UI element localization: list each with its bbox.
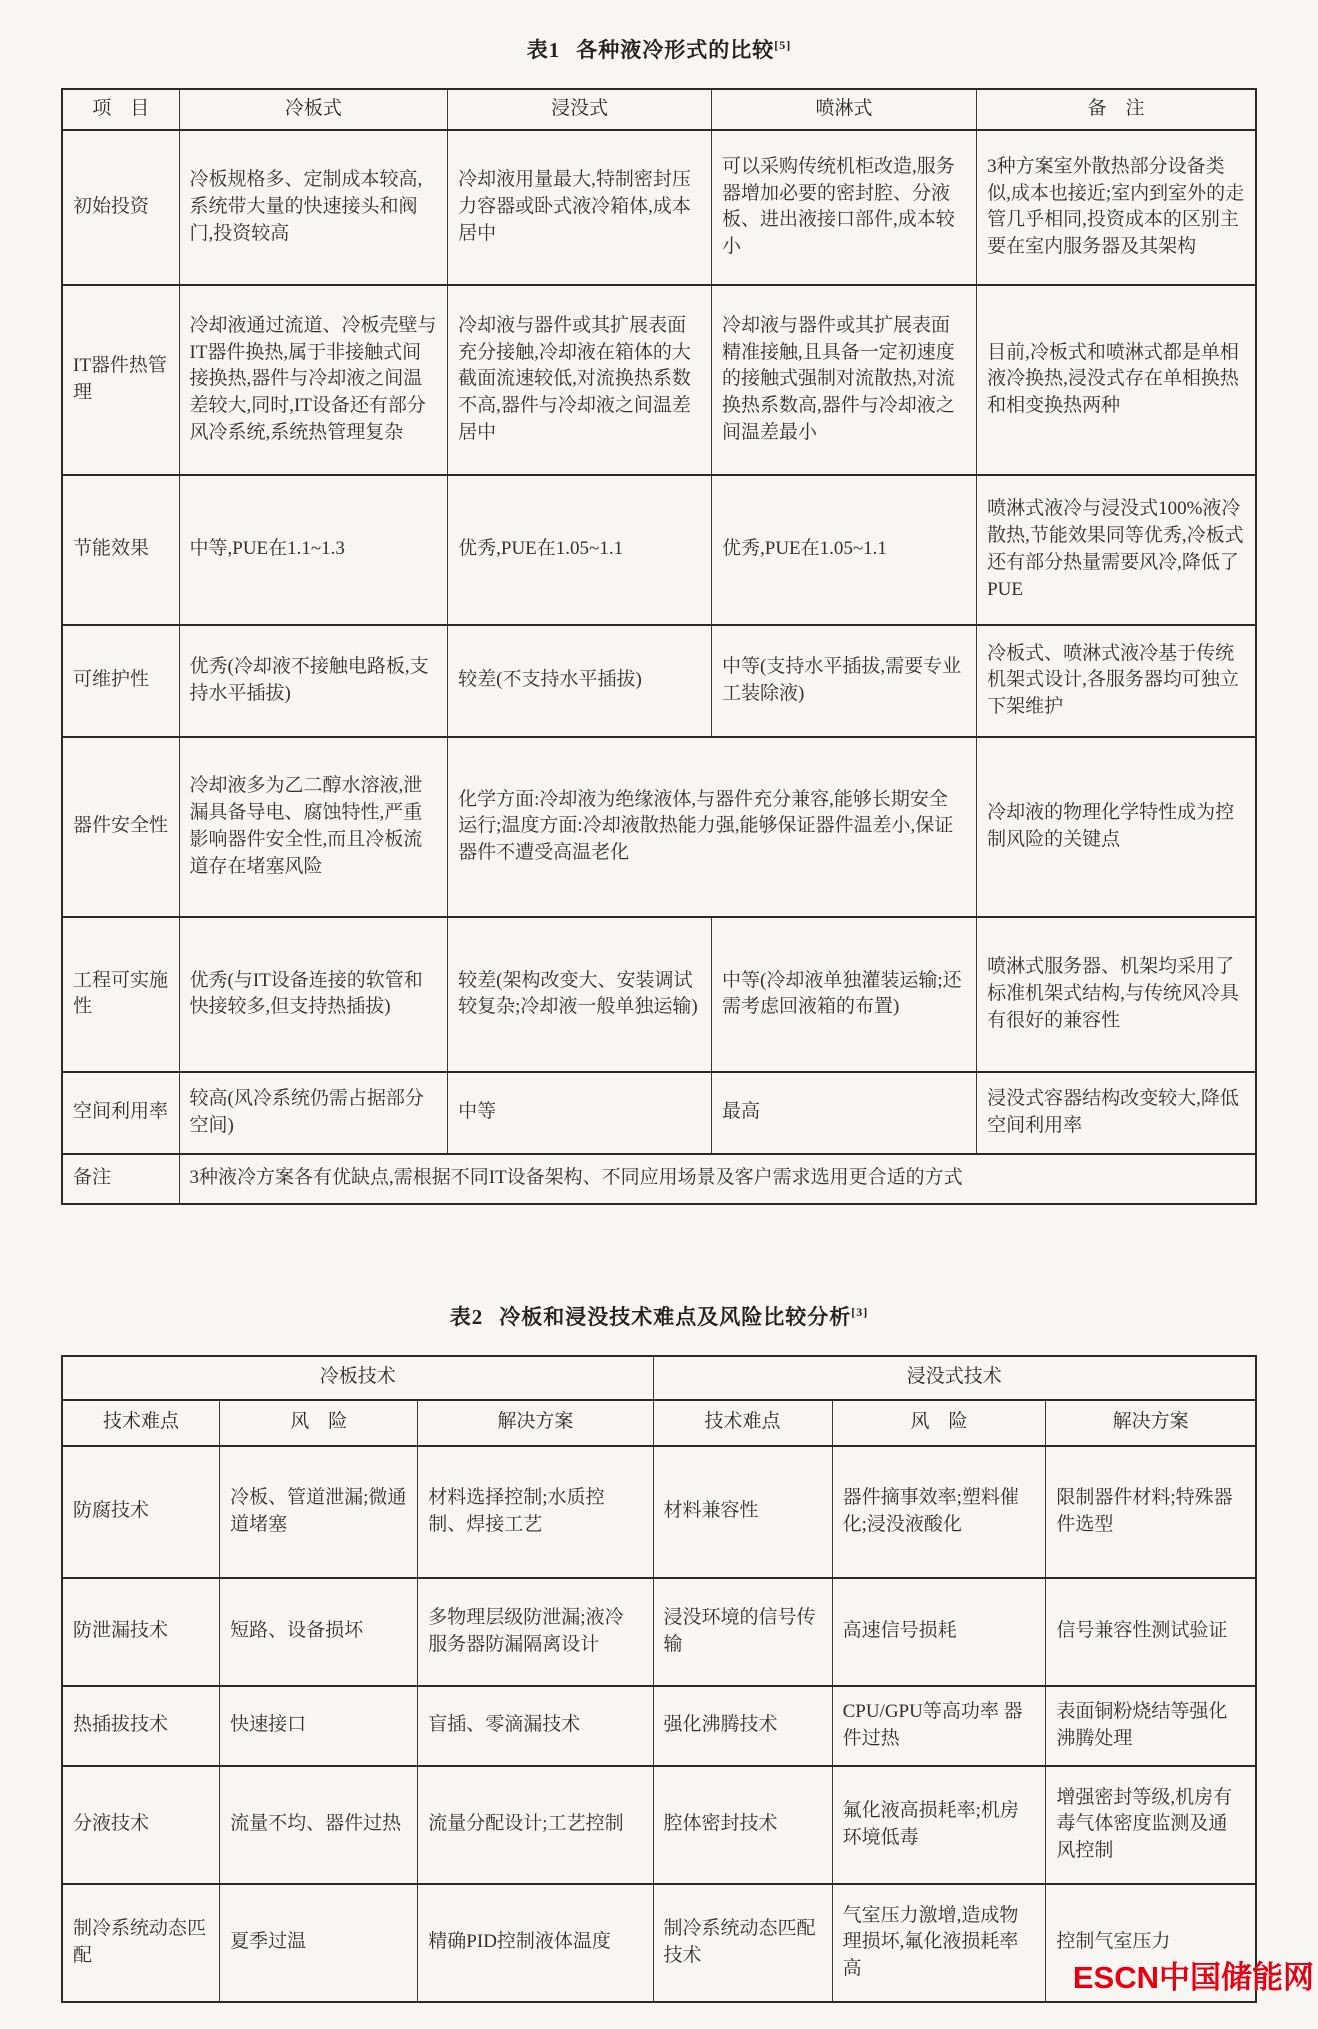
table-cell: 多物理层级防泄漏;液冷服务器防漏隔离设计 <box>418 1578 653 1686</box>
table1-header-item: 项 目 <box>62 89 179 130</box>
table2-header-solution-2: 解决方案 <box>1046 1400 1256 1446</box>
table1-header-immersion: 浸没式 <box>448 89 712 130</box>
table1-row-maintainability <box>62 625 1256 737</box>
row-label: 空间利用率 <box>62 1072 179 1154</box>
table-cell: 较差(不支持水平插拔) <box>448 625 712 737</box>
table-cell: 中等(支持水平插拔,需要专业工装除液) <box>712 625 977 737</box>
table-cell: 中等,PUE在1.1~1.3 <box>179 475 448 625</box>
table-cell: 较高(风冷系统仍需占据部分空间) <box>179 1072 448 1154</box>
table-cell: 冷却液多为乙二醇水溶液,泄漏具备导电、腐蚀特性,严重影响器件安全性,而且冷板流道存在堵塞风险 <box>179 737 448 917</box>
escn-watermark-logo: ESCN中国储能网 <box>1072 1960 1314 1995</box>
table2-group-cold-plate: 冷板技术 <box>62 1356 653 1400</box>
table-cell: 制冷系统动态匹配技术 <box>653 1884 832 2002</box>
table-cell: 最高 <box>712 1072 977 1154</box>
table-cell: 冷却液的物理化学特性成为控制风险的关键点 <box>977 737 1256 917</box>
table2-cold-plate-vs-immersion-risks <box>61 1355 1257 2003</box>
table-cell: 短路、设备损坏 <box>220 1578 418 1686</box>
table1-row-space-utilization <box>62 1072 1256 1154</box>
table-cell: 冷板式、喷淋式液冷基于传统机架式设计,各服务器均可独立下架维护 <box>977 625 1256 737</box>
table-cell: 浸没式容器结构改变较大,降低空间利用率 <box>977 1072 1256 1154</box>
table2-caption <box>61 1301 1257 1331</box>
table-cell: 气室压力激增,造成物理损坏,氟化液损耗率高 <box>832 1884 1046 2002</box>
table1-row-remarks <box>62 1154 1256 1204</box>
table1-row-initial-investment <box>62 130 1256 285</box>
row-label: 防泄漏技术 <box>62 1578 220 1686</box>
table2-caption-label: 表2 <box>449 1304 484 1329</box>
table-cell-merged-immersion-spray: 化学方面:冷却液为绝缘液体,与器件充分兼容,能够长期安全运行;温度方面:冷却液散热能力强,能够保证器件温差小,保证器件不遭受高温老化 <box>448 737 977 917</box>
table1-row-energy-saving <box>62 475 1256 625</box>
table-cell: 控制气室压力 <box>1046 1884 1256 2002</box>
table1-header-row <box>62 89 1256 130</box>
table1-row-engineering-feasibility <box>62 917 1256 1072</box>
table2-row-hot-swap <box>62 1686 1256 1766</box>
table2-group-header-row <box>62 1356 1256 1400</box>
table2-row-liquid-distribution <box>62 1766 1256 1884</box>
table-cell: 信号兼容性测试验证 <box>1046 1578 1256 1686</box>
table-cell: 冷板、管道泄漏;微通道堵塞 <box>220 1446 418 1578</box>
table-cell: 冷却液通过流道、冷板壳壁与IT器件换热,属于非接触式间接换热,器件与冷却液之间温差较大,同时,IT设备还有部分风冷系统,系统热管理复杂 <box>179 285 448 475</box>
table-cell: 3种方案室外散热部分设备类似,成本也接近;室内到室外的走管几乎相同,投资成本的区别主要在室内服务器及其架构 <box>977 130 1256 285</box>
table2-caption-title: 冷板和浸没技术难点及风险比较分析 <box>499 1304 852 1329</box>
table-cell: 冷却液与器件或其扩展表面充分接触,冷却液在箱体的大截面流速较低,对流换热系数不高,器件与冷却液之间温差居中 <box>448 285 712 475</box>
table-cell: 夏季过温 <box>220 1884 418 2002</box>
table2-caption-footnote-ref: [3] <box>851 1304 869 1319</box>
table1-header-cold-plate: 冷板式 <box>179 89 448 130</box>
table-cell: 优秀,PUE在1.05~1.1 <box>448 475 712 625</box>
table2-header-row <box>62 1400 1256 1446</box>
table1-liquid-cooling-comparison <box>61 88 1257 1205</box>
table2-row-leak-prevention <box>62 1578 1256 1686</box>
table2-row-anti-corrosion <box>62 1446 1256 1578</box>
table1-caption-title: 各种液冷形式的比较 <box>576 38 775 62</box>
table1-caption-label: 表1 <box>526 38 561 62</box>
table-cell: 流量不均、器件过热 <box>220 1766 418 1884</box>
row-label: 节能效果 <box>62 475 179 625</box>
table-cell: 喷淋式液冷与浸没式100%液冷散热,节能效果同等优秀,冷板式还有部分热量需要风冷,降低了PUE <box>977 475 1256 625</box>
table-cell: 中等(冷却液单独灌装运输;还需考虑回液箱的布置) <box>712 917 977 1072</box>
table-cell: 喷淋式服务器、机架均采用了标准机架式结构,与传统风冷具有很好的兼容性 <box>977 917 1256 1072</box>
table-cell: 浸没环境的信号传输 <box>653 1578 832 1686</box>
table-cell: 器件摘事效率;塑料催化;浸没液酸化 <box>832 1446 1046 1578</box>
table1-row-component-safety <box>62 737 1256 917</box>
table-cell: 冷却液与器件或其扩展表面精准接触,且具备一定初速度的接触式强制对流散热,对流换热系数高,器件与冷却液之间温差最小 <box>712 285 977 475</box>
table2-group-immersion: 浸没式技术 <box>653 1356 1256 1400</box>
table-cell: 中等 <box>448 1072 712 1154</box>
table-cell: 限制器件材料;特殊器件选型 <box>1046 1446 1256 1578</box>
table1-row-it-thermal-management <box>62 285 1256 475</box>
row-label: 初始投资 <box>62 130 179 285</box>
table2-header-solution-1: 解决方案 <box>418 1400 653 1446</box>
table1-header-remark: 备 注 <box>977 89 1256 130</box>
table1-caption-footnote-ref: [5] <box>774 38 792 52</box>
table-cell: 较差(架构改变大、安装调试较复杂;冷却液一般单独运输) <box>448 917 712 1072</box>
row-label: 防腐技术 <box>62 1446 220 1578</box>
row-label: IT器件热管理 <box>62 285 179 475</box>
table-cell: 材料兼容性 <box>653 1446 832 1578</box>
table-cell: CPU/GPU等高功率 器件过热 <box>832 1686 1046 1766</box>
row-label: 器件安全性 <box>62 737 179 917</box>
table-cell: 优秀(冷却液不接触电路板,支持水平插拔) <box>179 625 448 737</box>
table-cell: 流量分配设计;工艺控制 <box>418 1766 653 1884</box>
table-cell: 精确PID控制液体温度 <box>418 1884 653 2002</box>
row-label: 备注 <box>62 1154 179 1204</box>
table2-header-difficulty-2: 技术难点 <box>653 1400 832 1446</box>
table-cell: 氟化液高损耗率;机房环境低毒 <box>832 1766 1046 1884</box>
table-cell: 表面铜粉烧结等强化沸腾处理 <box>1046 1686 1256 1766</box>
table-cell: 高速信号损耗 <box>832 1578 1046 1686</box>
table-cell: 可以采购传统机柜改造,服务器增加必要的密封腔、分液板、进出液接口部件,成本较小 <box>712 130 977 285</box>
table-cell: 材料选择控制;水质控制、焊接工艺 <box>418 1446 653 1578</box>
table1-header-spray: 喷淋式 <box>712 89 977 130</box>
table-cell: 盲插、零滴漏技术 <box>418 1686 653 1766</box>
table2-header-risk-2: 风 险 <box>832 1400 1046 1446</box>
table-cell: 快速接口 <box>220 1686 418 1766</box>
table-cell: 优秀(与IT设备连接的软管和快接较多,但支持热插拔) <box>179 917 448 1072</box>
table-cell: 强化沸腾技术 <box>653 1686 832 1766</box>
row-label: 分液技术 <box>62 1766 220 1884</box>
table-cell-remarks: 3种液冷方案各有优缺点,需根据不同IT设备架构、不同应用场景及客户需求选用更合适的方式 <box>179 1154 1256 1204</box>
row-label: 制冷系统动态匹配 <box>62 1884 220 2002</box>
table-cell: 增强密封等级,机房有毒气体密度监测及通风控制 <box>1046 1766 1256 1884</box>
table-cell: 冷板规格多、定制成本较高,系统带大量的快速接头和阀门,投资较高 <box>179 130 448 285</box>
table-cell: 冷却液用量最大,特制密封压力容器或卧式液冷箱体,成本居中 <box>448 130 712 285</box>
row-label: 可维护性 <box>62 625 179 737</box>
row-label: 热插拔技术 <box>62 1686 220 1766</box>
table-cell: 腔体密封技术 <box>653 1766 832 1884</box>
row-label: 工程可实施性 <box>62 917 179 1072</box>
table-cell: 目前,冷板式和喷淋式都是单相液冷换热,浸没式存在单相换热和相变换热两种 <box>977 285 1256 475</box>
table1-caption <box>61 0 1257 64</box>
table-cell: 优秀,PUE在1.05~1.1 <box>712 475 977 625</box>
table2-header-risk-1: 风 险 <box>220 1400 418 1446</box>
table2-header-difficulty-1: 技术难点 <box>62 1400 220 1446</box>
